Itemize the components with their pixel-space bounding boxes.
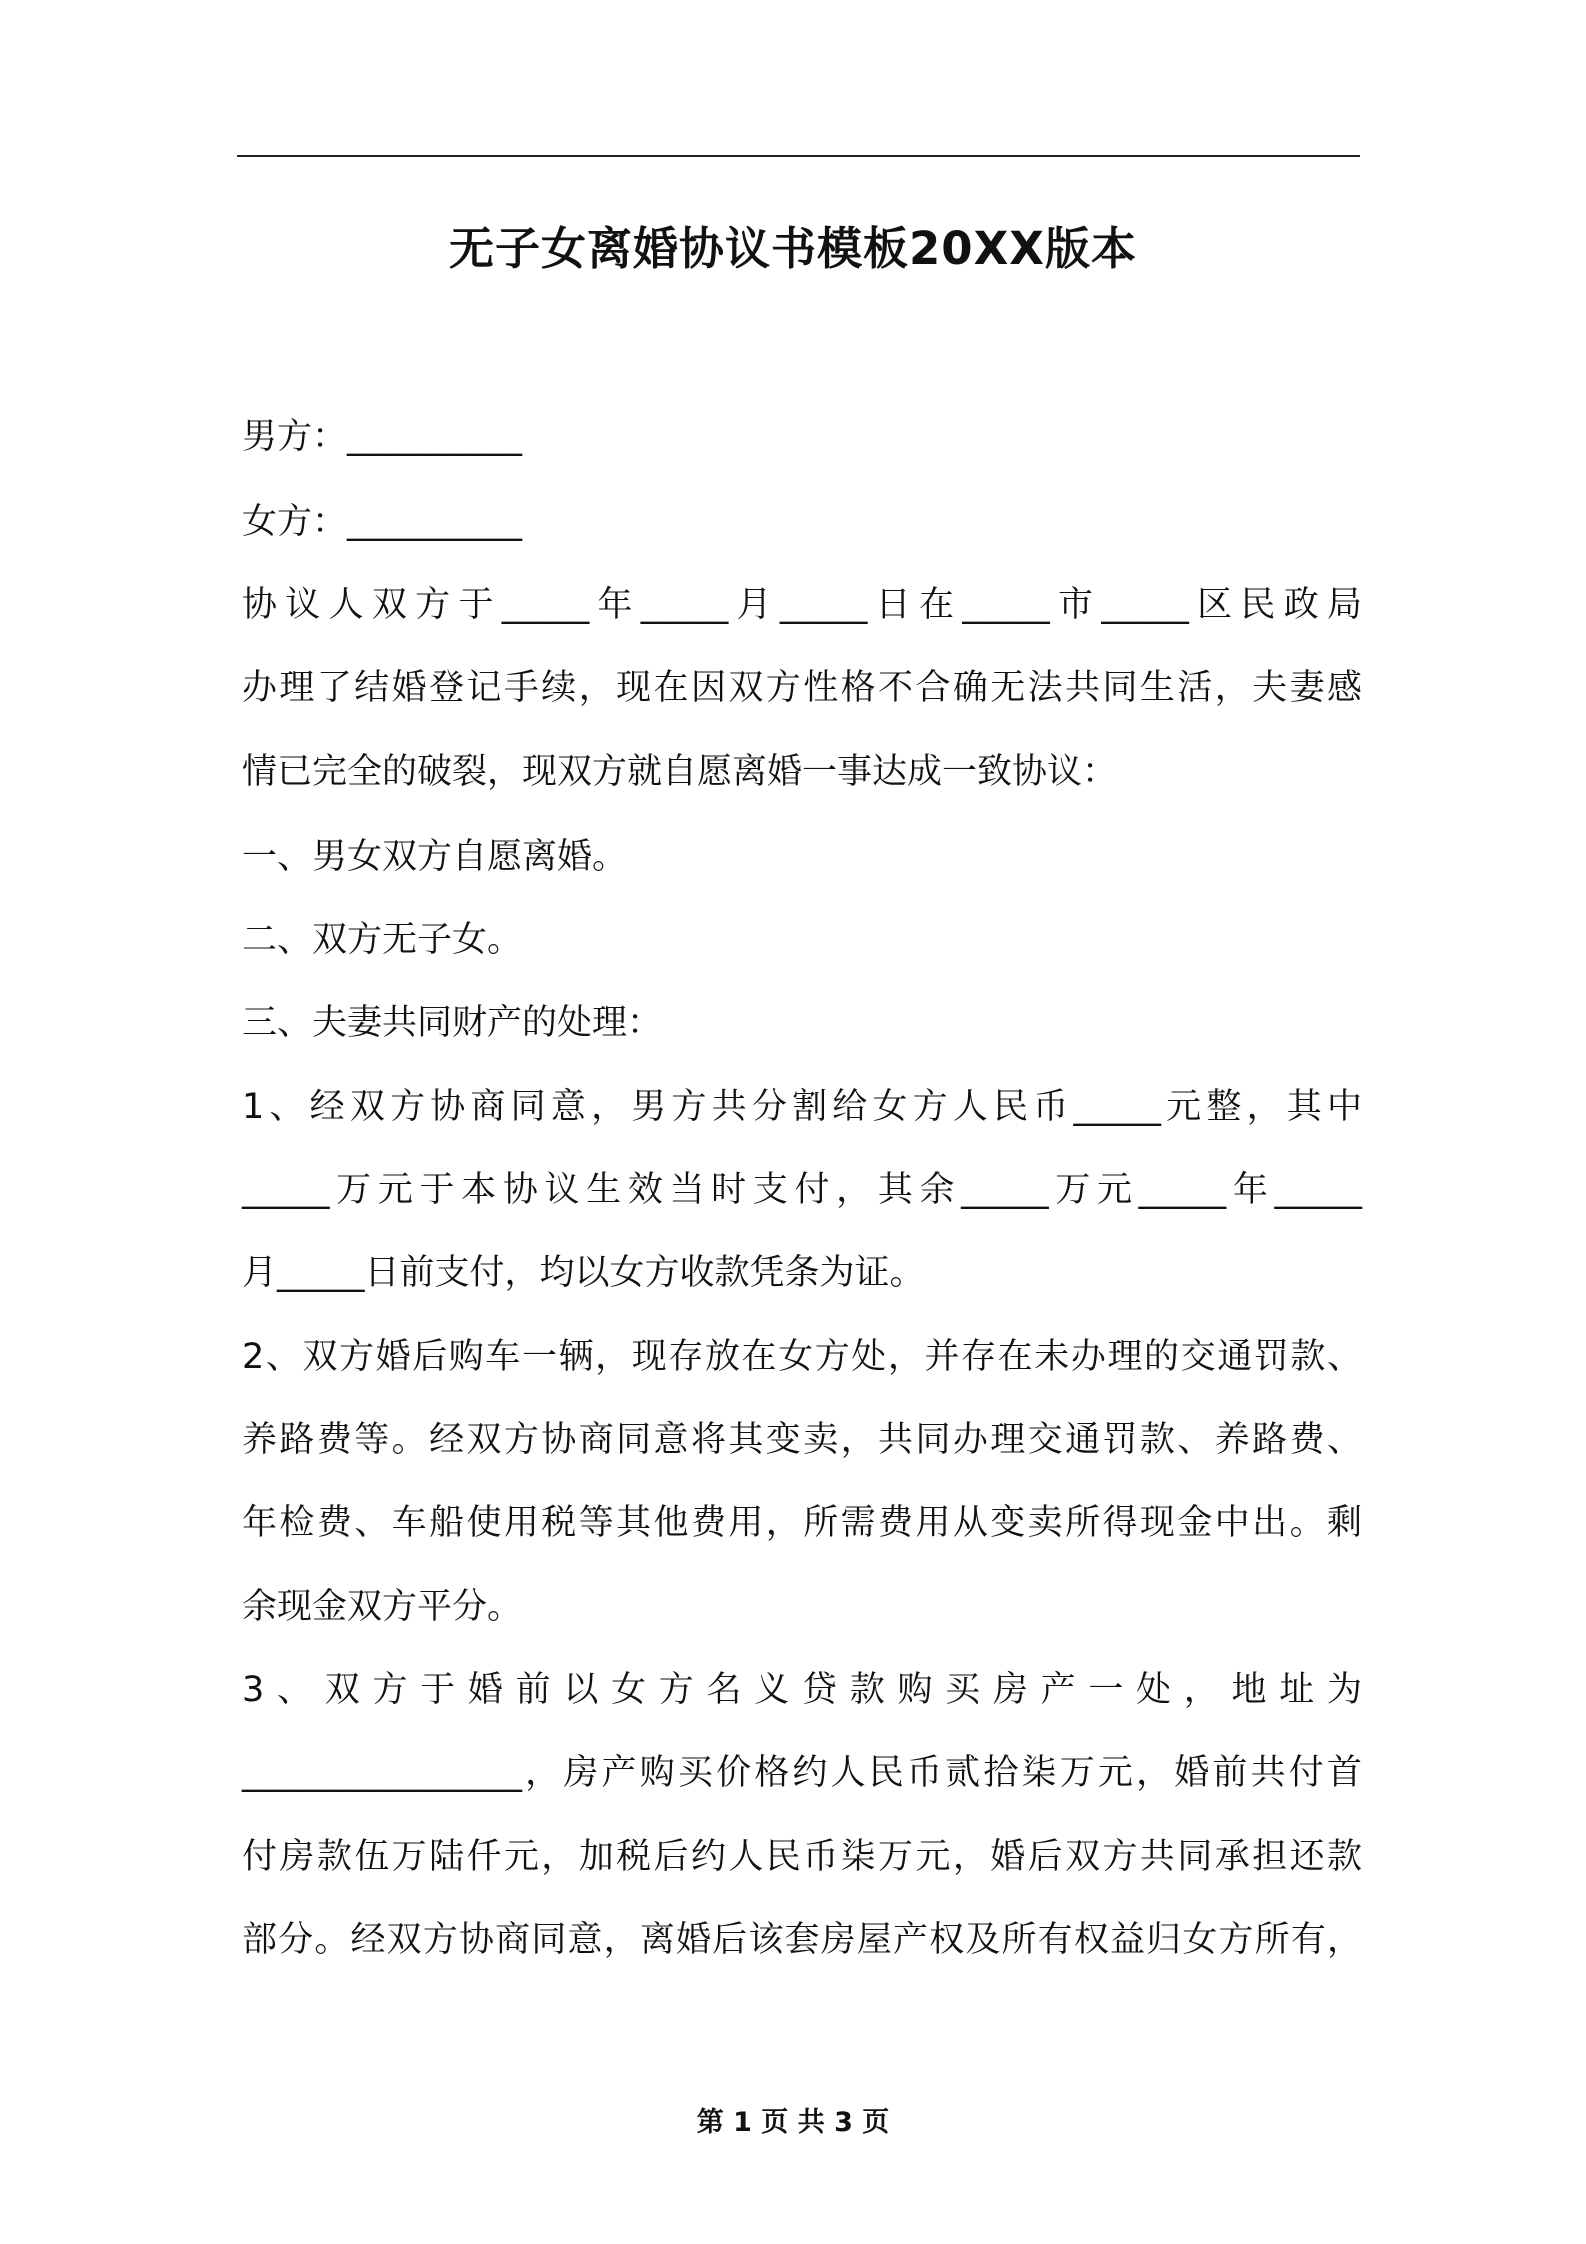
clause-1-heading: 一、男女双方自愿离婚。 (242, 837, 628, 877)
paragraph-line: 部分。经双方协商同意，离婚后该套房屋产权及所有权益归女方所有， (242, 1920, 1362, 1960)
paragraph-line: 月_____日前支付，均以女方收款凭条为证。 (242, 1253, 925, 1293)
clause-2-heading: 二、双方无子女。 (242, 920, 523, 960)
header-rule (237, 155, 1360, 157)
paragraph-line: ________________，房产购买价格约人民币贰拾柒万元，婚前共付首 (242, 1753, 1362, 1793)
page-number: 第 1 页 共 3 页 (696, 2107, 890, 2138)
paragraph-line: _____万元于本协议生效当时支付，其余_____万元_____年_____ (242, 1170, 1362, 1210)
paragraph-line: 年检费、车船使用税等其他费用，所需费用从变卖所得现金中出。剩 (242, 1503, 1362, 1543)
clause-3-heading: 三、夫妻共同财产的处理： (242, 1003, 663, 1043)
paragraph-line: 养路费等。经双方协商同意将其变卖，共同办理交通罚款、养路费、 (242, 1420, 1362, 1460)
paragraph-line: 办理了结婚登记手续，现在因双方性格不合确无法共同生活，夫妻感 (242, 668, 1362, 708)
paragraph-line: 协议人双方于_____年_____月_____日在_____市_____区民政局 (242, 585, 1362, 625)
document-title: 无子女离婚协议书模板20XX版本 (448, 222, 1137, 275)
paragraph-line: 情已完全的破裂，现双方就自愿离婚一事达成一致协议： (242, 752, 1118, 792)
paragraph-line: 付房款伍万陆仟元，加税后约人民币柒万元，婚后双方共同承担还款 (242, 1837, 1362, 1877)
paragraph-line: 3、双方于婚前以女方名义贷款购买房产一处，地址为 (242, 1670, 1362, 1710)
paragraph-line: 余现金双方平分。 (242, 1587, 523, 1627)
paragraph-line: 1、经双方协商同意，男方共分割给女方人民币_____元整，其中 (242, 1087, 1362, 1127)
field-husband: 男方：__________ (242, 417, 523, 457)
field-wife: 女方：__________ (242, 502, 523, 542)
paragraph-line: 2、双方婚后购车一辆，现存放在女方处，并存在未办理的交通罚款、 (242, 1337, 1362, 1377)
